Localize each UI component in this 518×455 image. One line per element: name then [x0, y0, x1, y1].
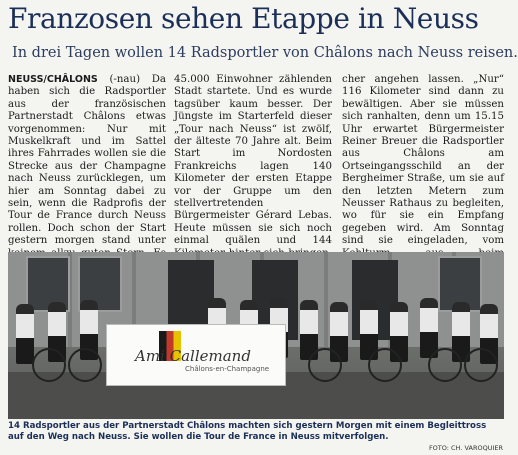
photo-credit: FOTO: CH. VAROQUIER: [428, 444, 503, 452]
cyclist: [420, 298, 438, 358]
bicycle-wheel: [32, 348, 66, 382]
bicycle-wheel: [308, 348, 342, 382]
dateline: NEUSS/CHÂLONS: [8, 74, 98, 85]
article-column-2: [174, 74, 332, 252]
banner-title: Ami Callemand: [135, 347, 251, 365]
article-column-1: [8, 74, 166, 252]
club-banner: [106, 324, 286, 386]
bicycle-wheel: [368, 348, 402, 382]
article-column-3: [342, 74, 504, 252]
group-photo: [8, 252, 504, 419]
column-1-text: (-nau) Da haben sich die Radsportler aus der französischen Partnerstadt Châlons etwas vorgenommen: Nur mit Muskelkraft und im Sattel ihres Fahrrades wollen sie die Strecke aus der Champagne nach Neuss zurücklegen, um hier am Sonntag dabei zu sein, wenn die Radprofis der Tour de France durch Neuss rollen. Doch schon der Start gestern morgen stand unter: [8, 74, 166, 247]
column-3-text: cher angehen lassen. „Nur“ 116 Kilometer sind dann zu bewältigen. Aber sie müssen sich ranhalten, denn um 15.15 Uhr erwartet Bürgermeister Reiner Breuer die Radsportler aus Châlons am Ortseingangsschild an der Bergheimer Straße, um sie auf den letzten Metern zum Neusser Rathaus zu begleiten, wo für sie ein Empfang gegeben wird. Am Sonntag sind sie eingeladen, vom: [342, 74, 504, 247]
bicycle-wheel: [464, 348, 498, 382]
headline: Franzosen sehen Etappe in Neuss: [8, 2, 479, 35]
column-2-text: 45.000 Einwohner zählenden Stadt startete. Und es wurde tagsüber kaum besser. Der Jüngste im Starterfeld dieser „Tour nach Neuss“ ist zwölf, der älteste 70 Jahre alt. Beim Start im Nordosten Frankreichs lagen 140 Kilometer der ersten Etappe vor der Gruppe um den stellvertretenden Bürgermeister Gérard Lebas. Heute müssen sie sich noch einmal quälen und 144: [174, 74, 332, 247]
subheadline: In drei Tagen wollen 14 Radsportler von Châlons nach Neuss reisen.: [12, 45, 518, 61]
cyclist: [16, 304, 34, 364]
bicycle-wheel: [68, 348, 102, 382]
banner-subtitle: Châlons-en-Champagne: [185, 365, 270, 373]
photo-caption: 14 Radsportler aus der Partnerstadt Châlons machten sich gestern Morgen mit einem Begleittross auf den Weg nach Neuss. Sie wollen die Tour de France in Neuss mitverfolgen.: [8, 421, 487, 442]
bicycle-wheel: [428, 348, 462, 382]
